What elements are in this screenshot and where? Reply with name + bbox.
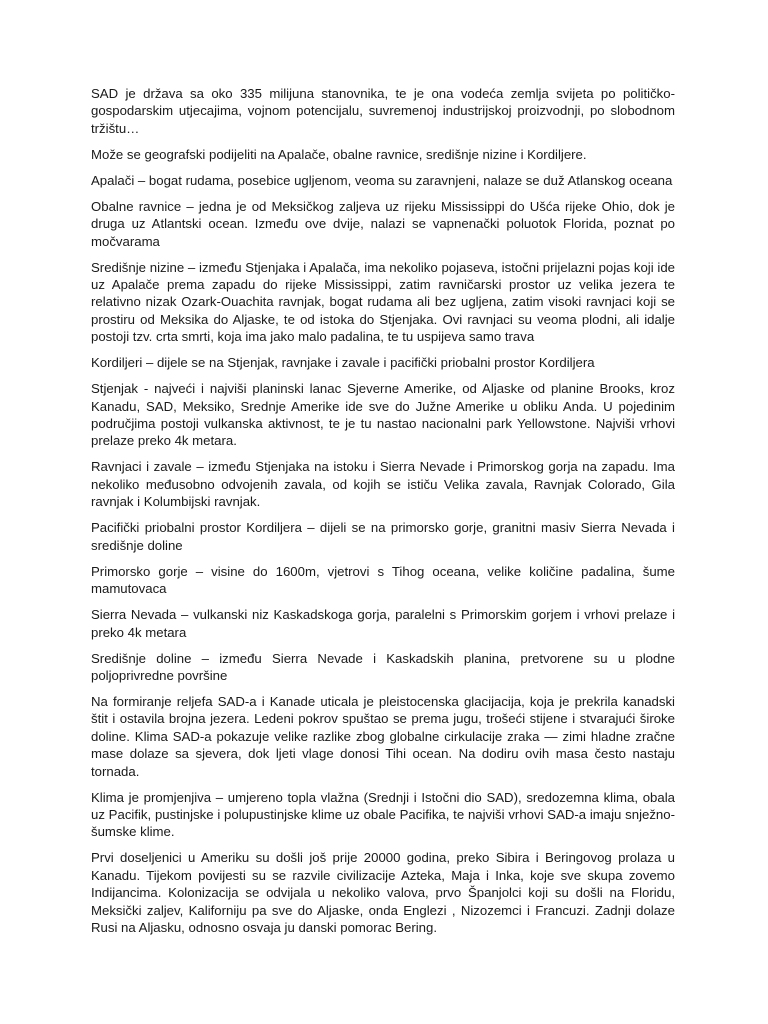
paragraph-rocky-mountains: Stjenjak - najveći i najviši planinski lanac Sjeverne Amerike, od Aljaske od planine Brooks, kroz Kanadu, SAD, Meksiko, Srednje Amerike ide sve do Južne Amerike u obliku Anda. U pojedinim područjima postoji vulkanska aktivnost, te je tu nastao nacionalni park Yellowstone. Najviši vrhovi prelaze preko 4k metara. [91,381,675,449]
paragraph-appalachians: Apalači – bogat rudama, posebice ugljenom, veoma su zaravnjeni, nalaze se duž Atlanskog oceana [91,172,673,188]
paragraph-sierra-nevada: Sierra Nevada – vulkanski niz Kaskadskoga gorja, paralelni s Primorskim gorjem i vrhovi prelaze i preko 4k metara [91,607,675,640]
paragraph-settlement: Prvi doseljenici u Ameriku su došli još prije 20000 godina, preko Sibira i Beringovog prolaza u Kanadu. Tijekom povijesti su se razvile civilizacije Azteka, Maja i Inka, koje sve skupa zovemo Indijancima. Kolonizacija se odvijala u nekoliko valova, prvo Španjolci koji su došli na Floridu, Meksički zaljev, Kaliforniju pa sve do Aljaske, onda Englezi , Nizozemci i Francuzi. Zadnji dolaze Rusi na Aljasku, odnosno osvaja ju danski pomorac Bering. [91,850,675,935]
paragraph-pacific-coast: Pacifički priobalni prostor Kordiljera – dijeli se na primorsko gorje, granitni masiv Sierra Nevada i središnje doline [91,520,675,553]
paragraph-plateaus-basins: Ravnjaci i zavale – između Stjenjaka na istoku i Sierra Nevade i Primorskog gorja na zapadu. Ima nekoliko međusobno odvojenih zavala, od kojih se ističu Velika zavala, Ravnjak Colorado, Gila ravnjak i Kolumbijski ravnjak. [91,459,675,510]
paragraph-cordillera: Kordiljeri – dijele se na Stjenjak, ravnjake i zavale i pacifički priobalni prostor Kordiljera [91,355,595,371]
paragraph-central-valleys: Središnje doline – između Sierra Nevade i Kaskadskih planina, pretvorene su u plodne poljoprivredne površine [91,650,675,683]
paragraph-glaciation: Na formiranje reljefa SAD-a i Kanade uticala je pleistocenska glacijacija, koja je prekrila kanadski štit i ostavila brojna jezera. Ledeni pokrov spuštao se prema jugu, trošeći stijene i stvarajući široke doline. Klima SAD-a pokazuje velike razlike zbog globalne cirkulacije zraka — zimi hladne zračne mase dolaze sa sjevera, dok ljeti vlage donosi Tihi ocean. Na dodiru ovih masa često nastaju tornada. [91,693,675,779]
paragraph-central-lowlands: Središnje nizine – između Stjenjaka i Apalača, ima nekoliko pojaseva, istočni prijelazni pojas koji ide uz Apalače prema zapadu do rijeke Mississippi, zatim ravničarski prostor uz velika jezera te relativno nizak Ozark-Ouachita ravnjak, bogat rudama ali bez ugljena, zatim visoki ravnjaci koji se prostiru od Meksika do Aljaske, te od istoka do Stjenjaka. Ovi ravnjaci su veoma plodni, ali idalje postoji tzv. crta smrti, koja ima jako malo padalina, te tu uspijeva samo trava [91,259,675,345]
paragraph-regions: Može se geografski podijeliti na Apalače, obalne ravnice, središnje nizine i Kordiljere. [91,146,587,162]
paragraph-climate: Klima je promjenjiva – umjereno topla vlažna (Srednji i Istočni dio SAD), sredozemna klima, obala uz Pacifik, pustinjske i polupustinjske klime uz obale Pacifika, te najviši vrhovi SAD-a imaju snježno-šumske klime. [91,789,675,840]
paragraph-intro: SAD je država sa oko 335 milijuna stanovnika, te je ona vodeća zemlja svijeta po političko-gospodarskim utjecajima, vojnom potencijalu, suvremenoj industrijskoj proizvodnji, po slobodnom tržištu… [91,86,675,136]
paragraph-coast-ranges: Primorsko gorje – visine do 1600m, vjetrovi s Tihog oceana, velike količine padalina, šume mamutovaca [91,563,675,597]
paragraph-coastal-plains: Obalne ravnice – jedna je od Meksičkog zaljeva uz rijeku Mississippi do Ušća rijeke Ohio, dok je druga uz Atlantski ocean. Između ove dvije, nalazi se vapnenački poluotok Florida, poznat po močvarama [91,198,675,249]
document-page [91,85,675,945]
